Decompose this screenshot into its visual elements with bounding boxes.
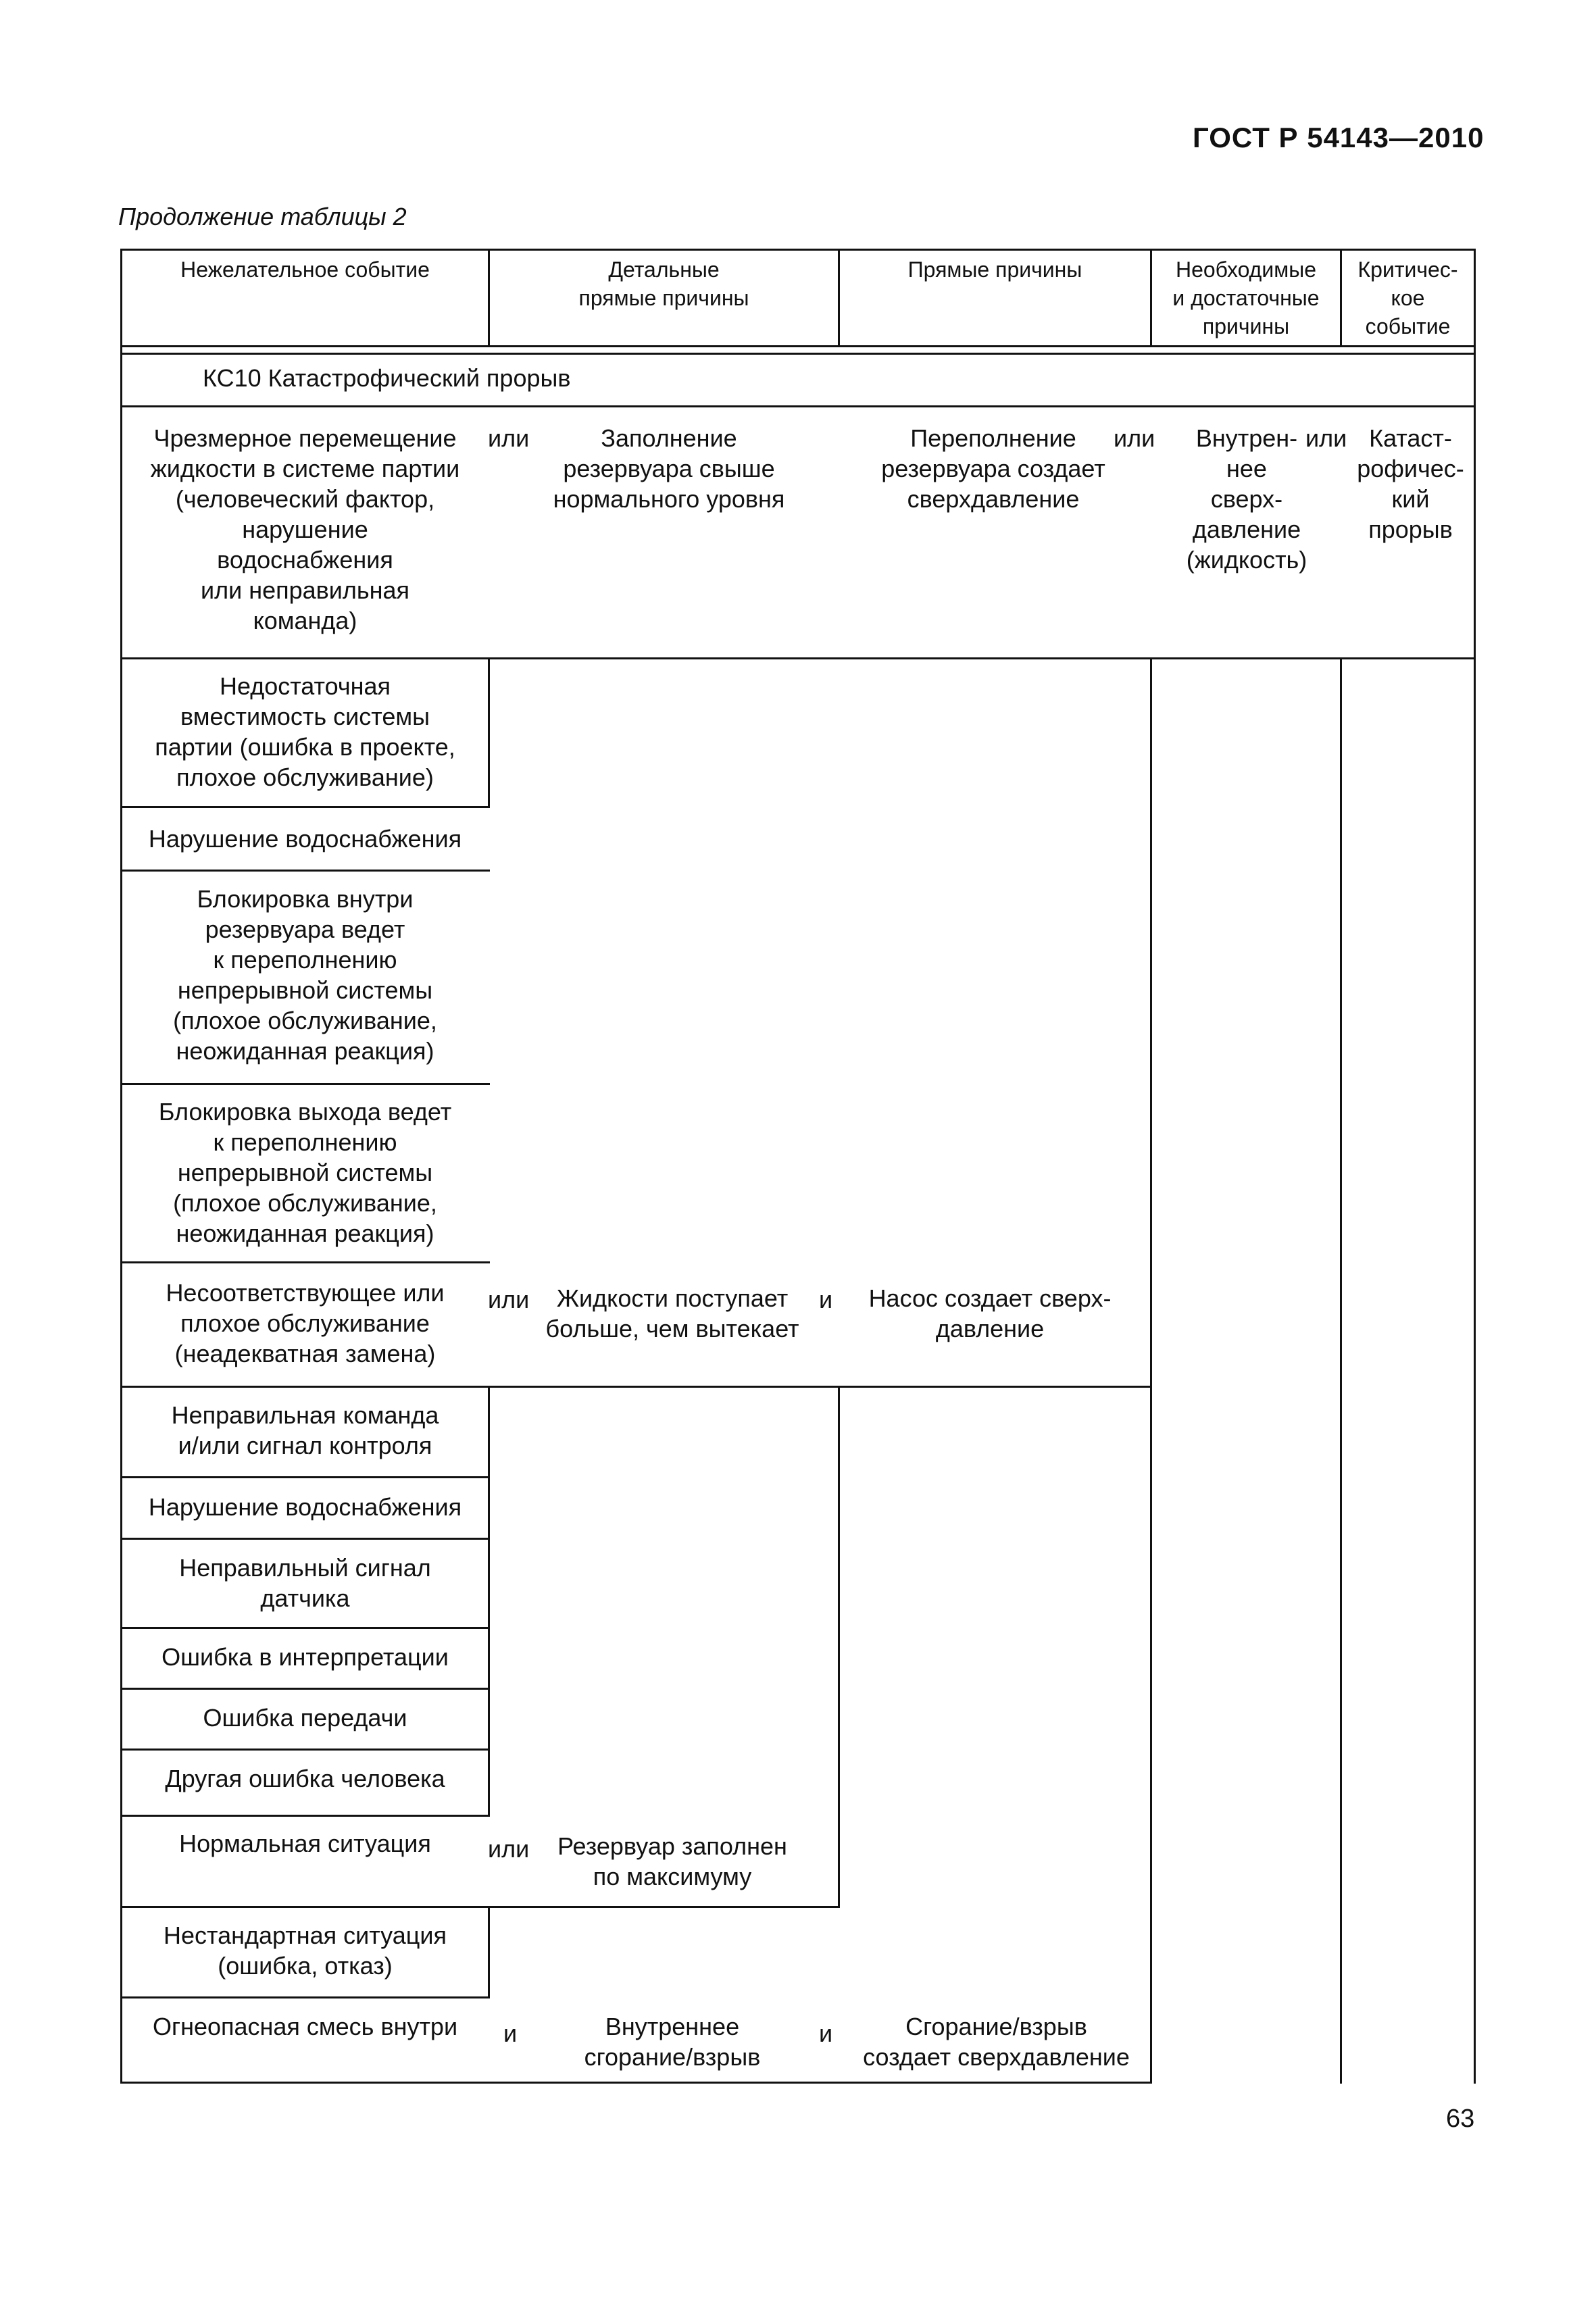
direct-cause-cell: Сгорание/взрыв создает сверхдавление xyxy=(863,2013,1130,2071)
header-event: Нежелательное событие xyxy=(180,257,430,282)
detailed-cause-cell: Жидкости поступает больше, чем вытекает xyxy=(545,1284,799,1342)
event-cell: Ошибка передачи xyxy=(203,1704,407,1732)
event-cell: Блокировка внутри резервуара ведет к переполнению непрерывной системы (плохое обслуживание, неожиданная реакция) xyxy=(173,885,437,1065)
detailed-cause-cell: Резервуар заполнен по максимуму xyxy=(557,1832,787,1890)
logic-and: и xyxy=(819,2019,833,2047)
header-necessary-causes: Необходимые и достаточные причины xyxy=(1172,257,1320,338)
logic-or: или xyxy=(488,1835,530,1863)
critical-event-cell: Катаст- рофичес- кий прорыв xyxy=(1357,424,1464,543)
event-cell: Нарушение водоснабжения xyxy=(148,825,462,853)
logic-or: или xyxy=(1305,424,1347,452)
event-cell: Неправильный сигнал датчика xyxy=(179,1554,431,1612)
event-cell: Нестандартная ситуация (ошибка, отказ) xyxy=(164,1921,447,1980)
necessary-cause-cell: Внутрен- нее сверх- давление (жидкость) xyxy=(1186,424,1307,574)
event-cell: Несоответствующее или плохое обслуживание (неадекватная замена) xyxy=(166,1279,445,1367)
table-continuation-caption: Продолжение таблицы 2 xyxy=(118,203,407,230)
event-cell: Огнеопасная смесь внутри xyxy=(152,2013,458,2040)
event-cell: Чрезмерное перемещение жидкости в системе партии (человеческий фактор, нарушение водоснабжения или неправильная команда) xyxy=(150,424,460,634)
detailed-cause-cell: Заполнение резервуара свыше нормального уровня xyxy=(553,424,785,513)
event-cell: Недостаточная вместимость системы партии (ошибка в проекте, плохое обслуживание) xyxy=(155,672,455,791)
section-title: КС10 Катастрофический прорыв xyxy=(203,364,571,392)
event-cell: Блокировка выхода ведет к переполнению непрерывной системы (плохое обслуживание, неожиданная реакция) xyxy=(158,1098,452,1247)
event-cell: Ошибка в интерпретации xyxy=(161,1643,449,1671)
event-cell: Неправильная команда и/или сигнал контроля xyxy=(171,1401,439,1459)
detailed-cause-cell: Внутреннее сгорание/взрыв xyxy=(584,2013,761,2071)
event-cell: Другая ошибка человека xyxy=(165,1765,445,1792)
header-critical-event: Критичес- кое событие xyxy=(1357,257,1458,338)
header-detailed-causes: Детальные прямые причины xyxy=(578,257,749,310)
logic-and: и xyxy=(819,1286,833,1313)
header-direct-causes: Прямые причины xyxy=(907,257,1082,282)
logic-or: или xyxy=(1114,424,1155,452)
logic-and: и xyxy=(503,2019,518,2047)
event-cell: Нормальная ситуация xyxy=(179,1830,431,1857)
logic-or: или xyxy=(488,424,530,452)
document-code: ГОСТ Р 54143—2010 xyxy=(1193,122,1485,153)
logic-or: или xyxy=(488,1286,530,1313)
event-cell: Нарушение водоснабжения xyxy=(148,1493,462,1521)
direct-cause-cell: Насос создает сверх- давление xyxy=(868,1284,1112,1342)
direct-cause-cell: Переполнение резервуара создает сверхдавление xyxy=(881,424,1105,513)
page-number: 63 xyxy=(1446,2105,1475,2133)
